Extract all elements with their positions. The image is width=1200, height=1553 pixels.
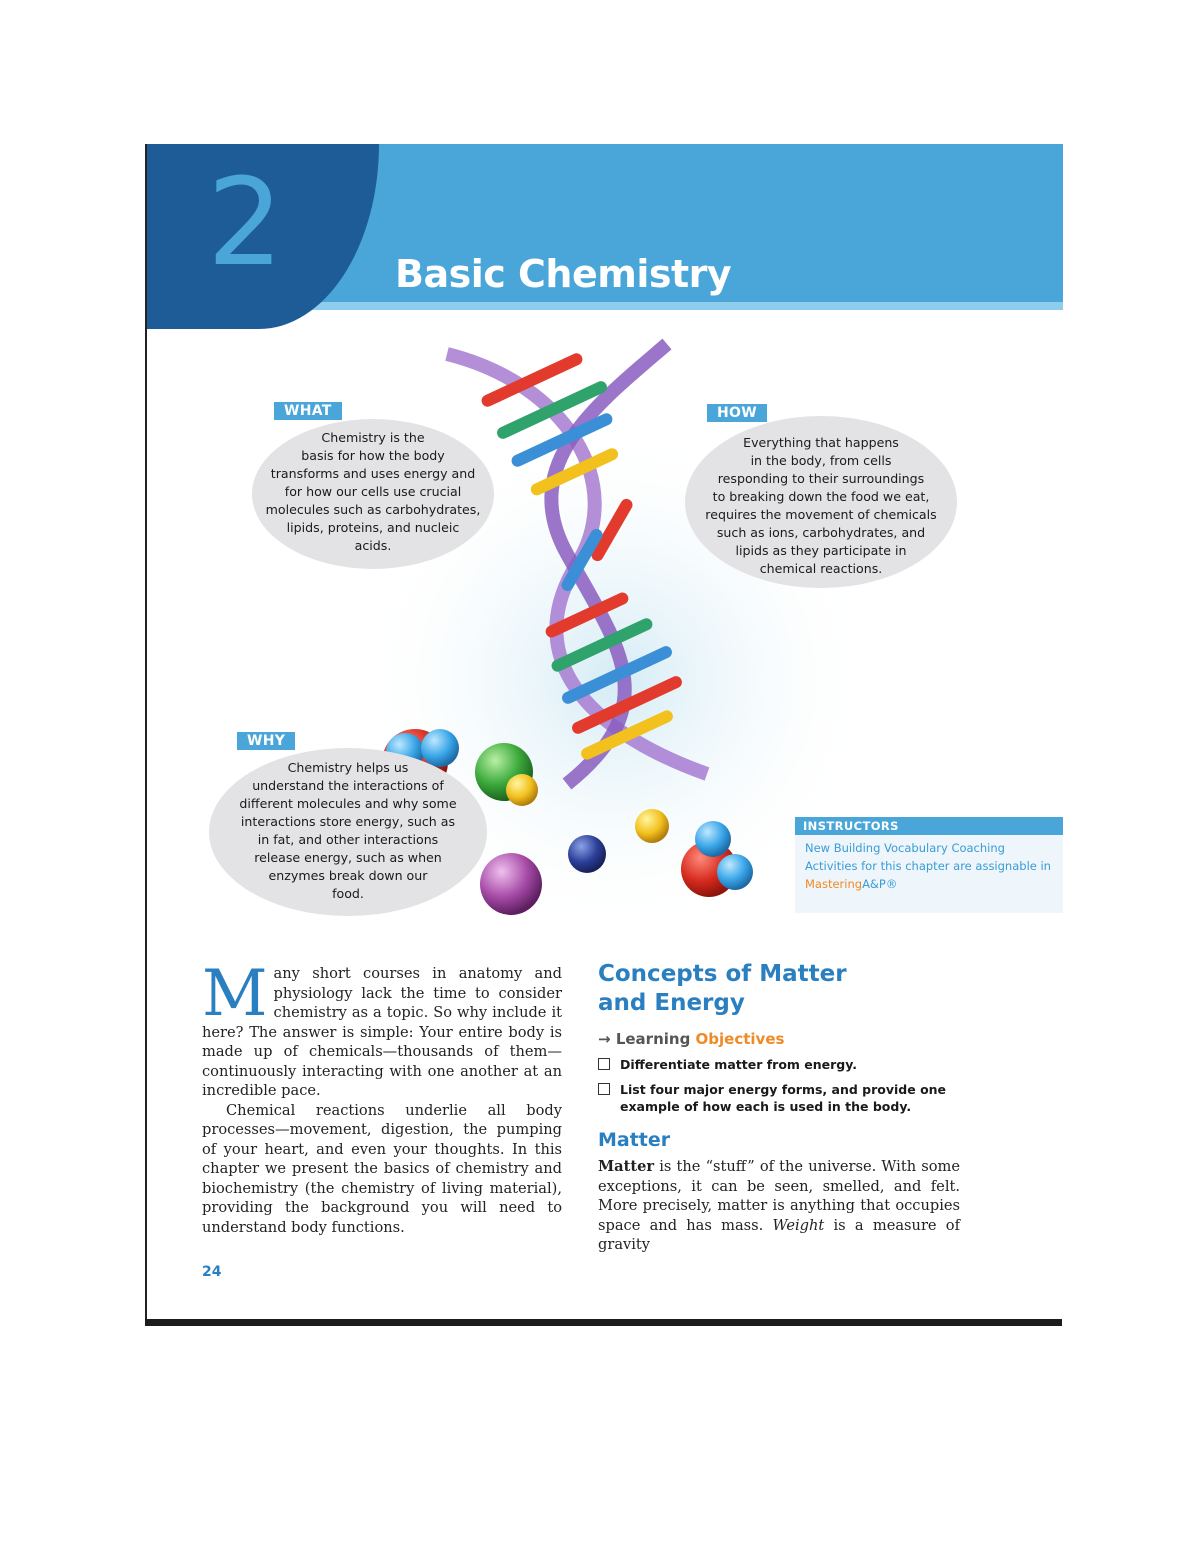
page-number: 24 xyxy=(202,1264,222,1280)
how-tag: HOW xyxy=(707,404,767,422)
arrow-right-icon: → xyxy=(598,1030,611,1048)
instructors-text: New Building Vocabulary Coaching Activities for this chapter are assignable in MasteringA&P® xyxy=(805,841,1051,891)
intro-paragraph-2: Chemical reactions underlie all body processes—movement, digestion, the pumping of your heart, and even your thoughts. In this chapter we present the basics of chemistry and biochemistry (the chemistry of living material), providing the background you will need to understand body functions. xyxy=(202,1101,562,1236)
why-text: Chemistry helps us understand the interactions of different molecules and why some interactions store energy, such as in fat, and other interactions release energy, such as when enzymes break down our food. xyxy=(239,760,457,901)
bottom-rule xyxy=(145,1319,1062,1326)
mastering-brand: Mastering xyxy=(805,877,863,891)
matter-heading: Matter xyxy=(598,1129,671,1151)
intro-text xyxy=(202,957,562,1237)
section-title: Concepts of Matter and Energy xyxy=(598,961,847,1016)
concepts-section xyxy=(598,960,960,1255)
drop-cap: M xyxy=(202,957,268,1031)
what-tag: WHAT xyxy=(274,402,342,420)
instructors-heading: INSTRUCTORS xyxy=(795,817,1063,835)
instructors-box xyxy=(795,817,1063,913)
objective-item: Differentiate matter from energy. xyxy=(598,1056,960,1073)
why-tag: WHY xyxy=(237,732,295,750)
what-text: Chemistry is the basis for how the body transforms and uses energy and for how our cells use crucial molecules such as carbohydrates, lipids, proteins, and nucleic acids. xyxy=(265,430,481,553)
checkbox-icon xyxy=(598,1083,610,1095)
how-text: Everything that happens in the body, from cells responding to their surroundings to breaking down the food we eat, requires the movement of chemicals such as ions, carbohydrates, and lipids as they participate in chemical reactions. xyxy=(705,435,937,576)
chapter-title: Basic Chemistry xyxy=(395,252,732,296)
intro-paragraph-1: any short courses in anatomy and physiology lack the time to consider chemistry as a topic. So why include it here? The answer is simple: Your entire body is made up of chemicals—thousands of them—continuously interacting with one another at an incredible pace. xyxy=(202,965,562,1099)
checkbox-icon xyxy=(598,1058,610,1070)
matter-paragraph: Matter is the “stuff” of the universe. With some exceptions, it can be seen, smelled, and felt. More precisely, matter is anything that occupies space and has mass. Weight is a measure of gravity xyxy=(598,1158,960,1253)
learning-objectives-heading: → Learning Objectives xyxy=(598,1030,785,1048)
textbook-page xyxy=(145,144,1063,1326)
chapter-number: 2 xyxy=(207,154,284,293)
objective-item: List four major energy forms, and provide one example of how each is used in the body. xyxy=(598,1081,960,1115)
